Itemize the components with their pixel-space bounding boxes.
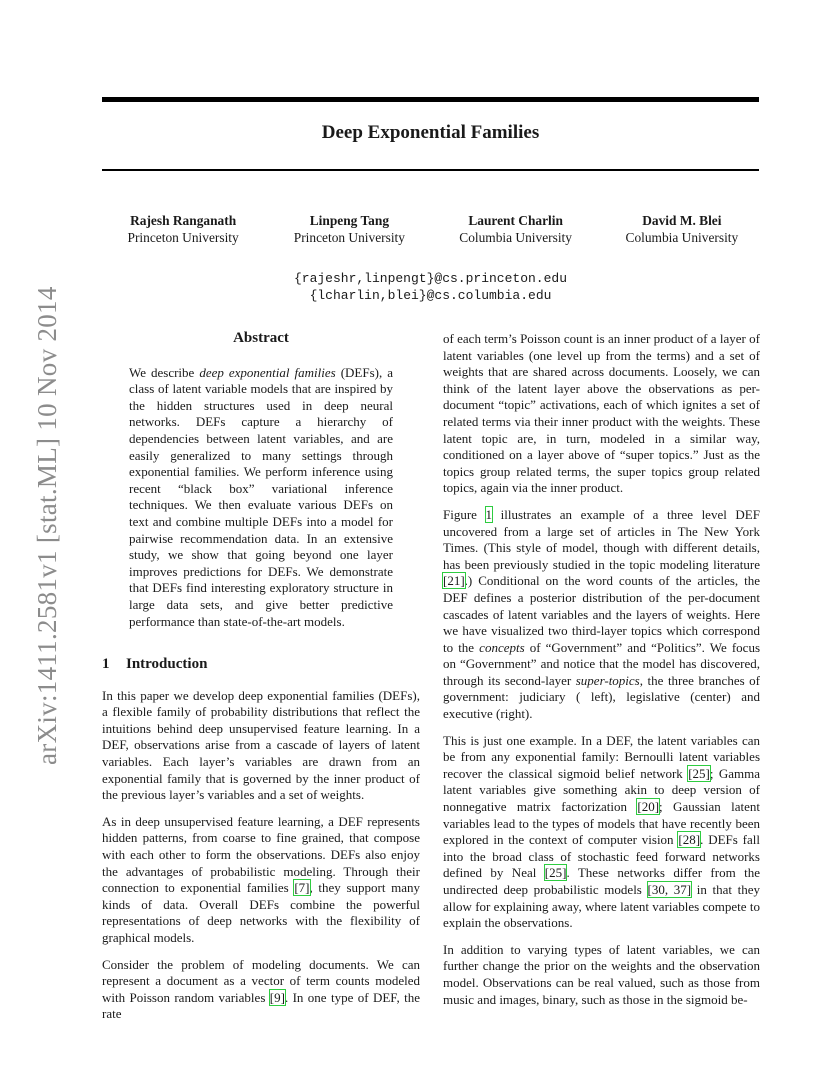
paragraph: Consider the problem of modeling documents. We can represent a document as a vector of term counts modeled with Poisson random variables [9]. In one type of DEF, the rate: [102, 956, 420, 1022]
section-number: 1: [102, 656, 110, 673]
author-name: Laurent Charlin: [468, 213, 563, 228]
title-rule-bottom: [102, 169, 759, 171]
author-block: [599, 212, 765, 246]
citation-link[interactable]: [7]: [294, 880, 310, 896]
emphasis-text: concepts: [479, 639, 525, 655]
abstract-text: We describe deep exponential families (DEFs), a class of latent variable models that are inspired by the hidden structures used in deep neural networks. DEFs capture a hierarchy of dependencies between latent variables, and are easily generalized to many settings through exponential families. We perform inference using recent “black box” variational inference techniques. We then evaluate various DEFs on text and combine multiple DEFs into a model for pairwise recommendation data. In an extensive study, we show that going beyond one layer improves predictions for DEFs. We demonstrate that DEFs find interesting exploratory structure in large data sets, and give better predictive performance than state-of-the-art models.: [129, 364, 394, 629]
citation-link[interactable]: [28]: [678, 832, 701, 848]
email-line[interactable]: {lcharlin,blei}@cs.columbia.edu: [309, 288, 552, 303]
abstract-heading: Abstract: [233, 330, 289, 346]
section-heading: [102, 656, 420, 673]
author-block: [100, 212, 266, 246]
author-emails: [102, 270, 759, 304]
left-column: [102, 330, 420, 1033]
right-column: [443, 331, 760, 1018]
author-list: [100, 212, 765, 246]
paragraph: In addition to varying types of latent variables, we can further change the prior on the weights and the observation model. Observations can be real valued, such as those from music and images, binary, such as those in the sigmoid be-: [443, 941, 760, 1007]
paragraph: In this paper we develop deep exponential families (DEFs), a flexible family of probability distributions that reflect the intuitions behind deep unsupervised feature learning. In a DEF, observations arise from a cascade of layers of latent variables. Each layer’s variables are drawn from an exponential family that is governed by the inner product of the previous layer’s variables and a set of weights.: [102, 687, 420, 803]
paragraph: As in deep unsupervised feature learning, a DEF represents hidden patterns, from coarse to fine grained, that compose with each other to form the observations. DEFs also enjoy the advantages of probabilistic modeling. Through their connection to exponential families [7], they support many kinds of data. Overall DEFs combine the powerful representations of deep networks with the flexibility of graphical models.: [102, 813, 421, 945]
paragraph: of each term’s Poisson count is an inner product of a layer of latent variables (one level up from the terms) and a set of weights that are shared across documents. Loosely, we can think of the latent layer above the observations as per-document “topic” activations, each of which ignites a set of related terms via their inner product with the weights. These latent topic are, in turn, modeled in a similar way, conditioned on a layer above of “super topics.” Just as the topics group related terms, the super topics group related topics, again via the inner product.: [443, 331, 760, 496]
citation-link[interactable]: [30, 37]: [647, 882, 692, 897]
author-block: [433, 212, 599, 246]
paragraph: This is just one example. In a DEF, the latent variables can be from any exponential family: Bernoulli latent variables recover the classical sigmoid belief network [25]; Gamma latent variables give something akin to deep version of nonnegative matrix factorization [20]; Gaussian latent variables lead to the types of models that have recently been explored in the context of computer vision [28]. DEFs fall into the broad class of stochastic feed forward networks defined by Neal [25]. These networks differ from the undirected deep probabilistic models [30, 37] in that they allow for explaining away, where latent variables compete to explain the observations.: [443, 732, 760, 931]
author-name: Linpeng Tang: [309, 213, 390, 228]
citation-link[interactable]: [21]: [443, 573, 465, 589]
author-affiliation: Columbia University: [459, 230, 572, 245]
author-affiliation: Princeton University: [127, 230, 239, 245]
arxiv-sidebar: [12, 285, 62, 765]
author-name: David M. Blei: [642, 213, 722, 228]
paragraph: Figure 1 illustrates an example of a three level DEF uncovered from a large set of articles in The New York Times. (This style of model, though with different details, has been previously studied in the topic modeling literature [21].) Conditional on the word counts of the articles, the DEF defines a posterior distribution of the per-document cascades of latent variables and the layers of weights. Here we have visualized two third-layer topics which correspond to the concepts of “Government” and “Politics”. We focus on “Government” and notice that the model has discovered, through its second-layer super-topics, the three branches of government: judiciary ( left), legislative (center) and executive (right).: [443, 506, 761, 722]
author-name: Rajesh Ranganath: [130, 213, 237, 228]
author-block: [266, 212, 432, 246]
citation-link[interactable]: [25]: [544, 865, 567, 881]
title-rule-top: [102, 97, 759, 102]
figure-link[interactable]: 1: [485, 506, 493, 522]
section-title: Introduction: [126, 656, 208, 673]
abstract-emphasis: deep exponential families: [199, 364, 336, 380]
emphasis-text: super-topics: [575, 672, 640, 688]
email-line[interactable]: {rajeshr,linpengt}@cs.princeton.edu: [293, 271, 568, 286]
paper-title: Deep Exponential Families: [321, 122, 540, 143]
citation-link[interactable]: [20]: [637, 799, 660, 815]
arxiv-identifier[interactable]: arXiv:1411.2581v1 [stat.ML] 10 Nov 2014: [32, 286, 62, 765]
author-affiliation: Columbia University: [625, 230, 739, 245]
author-affiliation: Princeton University: [293, 230, 405, 245]
citation-link[interactable]: [25]: [688, 765, 710, 781]
citation-link[interactable]: [9]: [269, 989, 285, 1005]
